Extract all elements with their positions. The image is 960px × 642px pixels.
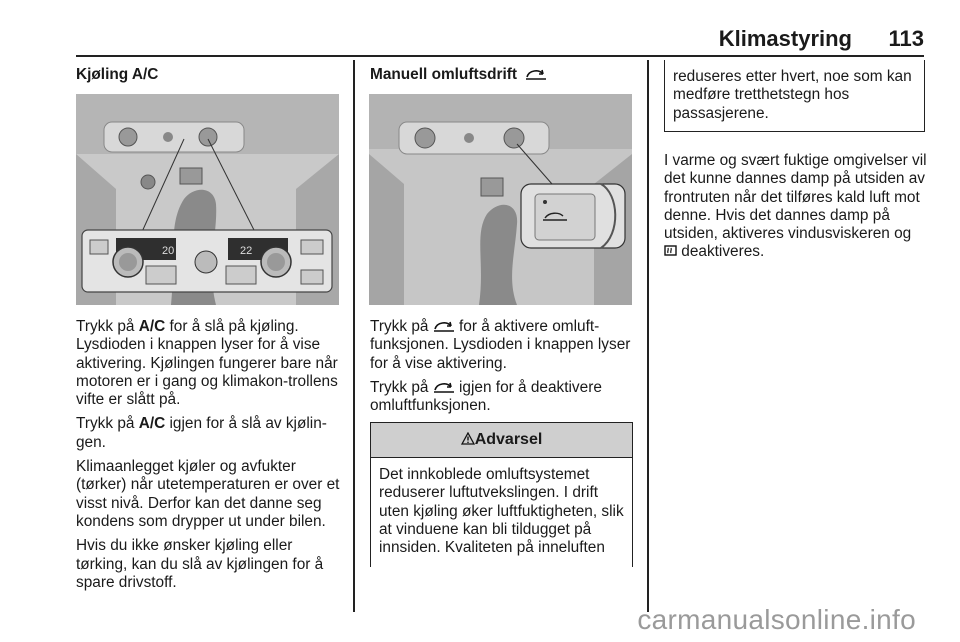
warning-body: Det innkoblede omluftsystemet reduserer luftutvekslingen. I drift uten kjøling øker luftfuktigheten, slik at vinduene kan bli tildugget på innsiden. Kvaliteten på inneluften bbox=[379, 466, 624, 557]
col2-heading-wrap bbox=[370, 66, 635, 90]
col1-paragraph-2 bbox=[76, 415, 341, 452]
heading-text: Manuell omluftsdrift bbox=[370, 66, 518, 83]
warning-title: Advarsel bbox=[474, 431, 543, 448]
column-divider-1 bbox=[353, 60, 355, 612]
text: deaktiveres. bbox=[681, 243, 765, 261]
text: Trykk på bbox=[370, 318, 429, 335]
text: for å aktivere omluft-funksjonen. Lysdioden i knappen lyser for å vise aktivering. bbox=[370, 318, 631, 372]
rear-defrost-icon bbox=[664, 244, 677, 257]
header-rule bbox=[76, 55, 924, 57]
col3-paragraph-1 bbox=[664, 152, 929, 262]
col1-heading: Kjøling A/C bbox=[76, 66, 159, 83]
ac-label: A/C bbox=[138, 415, 166, 433]
col1-paragraph-4: Hvis du ikke ønsker kjøling eller tørking, kan du slå av kjølingen for å spare drivstoff. bbox=[76, 537, 324, 591]
ac-figure bbox=[76, 94, 339, 305]
col1-body bbox=[76, 318, 341, 598]
page-number: 113 bbox=[888, 26, 924, 51]
text: Trykk på bbox=[76, 318, 139, 335]
text: igjen for å deaktivere omluftfunksjonen. bbox=[370, 378, 602, 415]
col1-paragraph-3: Klimaanlegget kjøler og avfukter (tørker) når utetemperaturen er over et visst nivå. Derfor kan det danne seg kondens som drypper ut under bilen. bbox=[76, 458, 340, 530]
col2-heading bbox=[370, 66, 635, 84]
col1-heading-wrap bbox=[76, 66, 341, 90]
watermark: carmanualsonline.info bbox=[637, 604, 916, 635]
text: igjen for å slå av kjølin-gen. bbox=[76, 415, 327, 451]
left-temp-display: 20 bbox=[162, 245, 175, 257]
right-temp-display: 22 bbox=[240, 245, 253, 257]
recirculation-figure bbox=[369, 94, 632, 305]
col2-paragraph-1 bbox=[370, 318, 635, 373]
warning-header bbox=[371, 423, 632, 458]
text: for å slå på kjøling. Lysdioden i knappen lyser for å vise aktivering. Kjølingen fungerer bare når motoren er i gang og klimakon-trollens vifte er slått på. bbox=[76, 318, 338, 409]
col3-body bbox=[664, 152, 929, 268]
recirculation-icon bbox=[433, 381, 455, 393]
text: Trykk på bbox=[370, 378, 429, 396]
warning-box bbox=[370, 422, 633, 567]
section-title: Klimastyring bbox=[718, 26, 852, 51]
col2-paragraph-2 bbox=[370, 379, 635, 416]
col1-paragraph-1 bbox=[76, 318, 341, 409]
column-divider-2 bbox=[647, 60, 649, 612]
text: I varme og svært fuktige omgivelser vil det kunne dannes damp på utsiden av frontruten når det tilføres kald luft mot denne. Hvis det dannes damp på utsiden, aktiveres vindusviskeren og bbox=[664, 152, 927, 243]
recirculation-icon bbox=[525, 68, 547, 80]
text: Trykk på bbox=[76, 415, 139, 433]
ac-label: A/C bbox=[138, 318, 166, 335]
page-header bbox=[0, 0, 960, 56]
warning-triangle-icon bbox=[461, 432, 475, 445]
recirculation-icon bbox=[433, 320, 455, 332]
warning-box-continued: reduseres etter hvert, noe som kan medføre tretthetstegn hos passasjerene. bbox=[664, 60, 925, 132]
col2-body bbox=[370, 318, 635, 421]
